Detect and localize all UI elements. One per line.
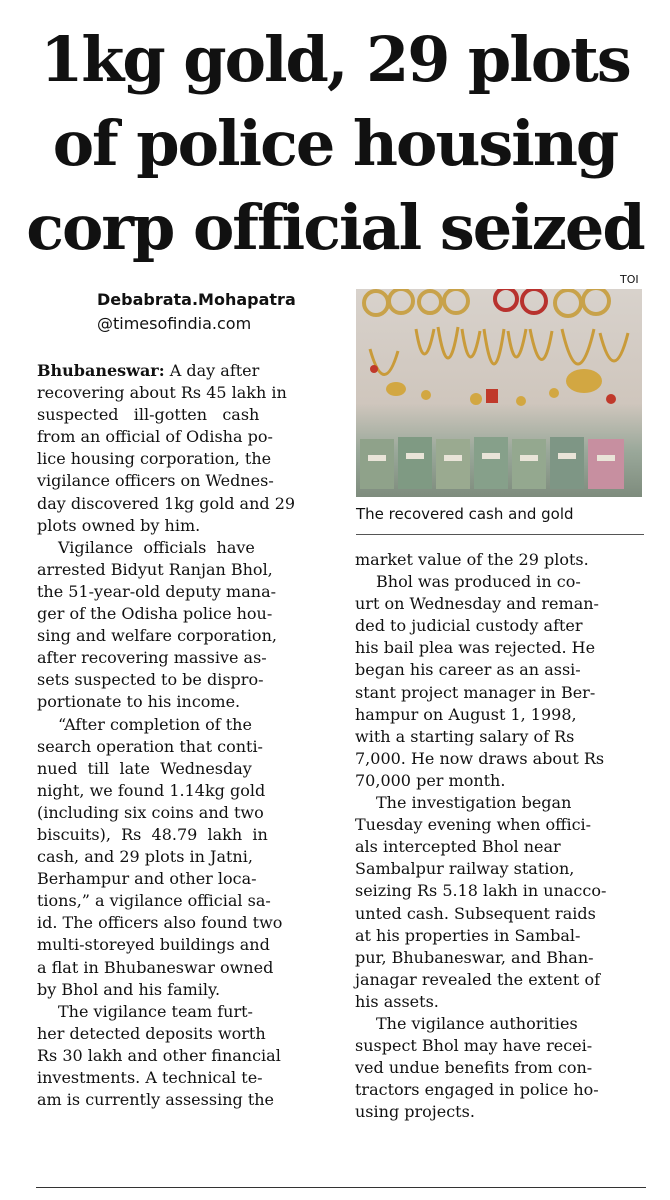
body-line: arrested Bidyut Ranjan Bhol, [37,559,273,579]
body-line: at his properties in Sambal- [355,925,581,945]
body-line: Sambalpur railway station, [355,859,575,879]
body-line: lice housing corporation, the [37,449,272,469]
body-line: The vigilance team furt- [58,1001,253,1021]
body-line: stant project manager in Ber- [355,682,596,702]
body-line: sets suspected to be dispro- [37,670,264,690]
photo-illustration [356,289,642,497]
body-line: night, we found 1.14kg gold [37,780,266,800]
body-line: using projects. [355,1102,475,1122]
body-line: suspected ill-gotten cash [37,405,260,425]
body-line: multi-storeyed buildings and [37,935,270,955]
bottom-divider [36,1187,646,1188]
body-line: Tuesday evening when offici- [355,815,592,835]
body-line: her detected deposits worth [37,1023,266,1043]
body-line: unted cash. Subsequent raids [355,903,596,923]
body-line: investments. A technical te- [37,1068,263,1087]
body-line: after recovering massive as- [37,648,267,668]
body-line: 7,000. He now draws about Rs [355,748,605,768]
photo-credit: TOI [620,273,639,286]
byline [97,288,296,336]
body-line: from an official of Odisha po- [37,427,273,447]
body-line: “After completion of the [58,714,252,734]
body-line: janagar revealed the extent of [355,969,600,989]
body-line: seizing Rs 5.18 lakh in unacco- [355,881,607,901]
caption-divider [356,534,644,535]
body-line: Berhampur and other loca- [37,869,257,889]
body-line: with a starting salary of Rs [355,726,575,746]
body-line: The investigation began [376,793,572,813]
body-line: urt on Wednesday and reman- [355,594,599,614]
body-line: plots owned by him. [37,515,201,535]
article-column-2 [355,549,645,1123]
body-line: 70,000 per month. [355,770,506,790]
body-line: ded to judicial custody after [355,616,583,636]
article-column-1 [37,360,333,1111]
body-line: als intercepted Bhol near [355,837,561,857]
body-line: tractors engaged in police ho- [355,1080,599,1100]
body-line: cash, and 29 plots in Jatni, [37,847,253,867]
body-line: by Bhol and his family. [37,979,221,999]
headline-line-2: of police housing [52,107,618,180]
body-line: day discovered 1kg gold and 29 [37,493,296,513]
body-line: A day after [164,361,260,380]
body-line: his assets. [355,991,439,1011]
body-line: search operation that conti- [37,736,263,756]
body-line: sing and welfare corporation, [37,626,277,646]
seized-gold-and-cash-photo [356,289,642,497]
body-line: Bhol was produced in co- [376,572,581,592]
body-line: recovering about Rs 45 lakh in [37,383,287,403]
article-first-line [37,360,333,382]
body-line: market value of the 29 plots. [355,550,589,569]
body-line: The vigilance authorities [376,1013,578,1033]
headline-line-3: corp official seized [26,191,644,264]
body-line: pur, Bhubaneswar, and Bhan- [355,947,594,967]
body-line: vigilance officers on Wednes- [37,471,274,491]
body-line: Vigilance officials have [58,537,255,557]
body-line: portionate to his income. [37,692,241,712]
body-line: Rs 30 lakh and other financial [37,1045,281,1065]
body-line: his bail plea was rejected. He [355,638,596,658]
body-line: ger of the Odisha police hou- [37,604,273,624]
body-line: (including six coins and two [37,802,264,822]
author-handle: @timesofindia.com [97,314,252,333]
body-line: biscuits), Rs 48.79 lakh in [37,824,268,844]
body-line: ved undue benefits from con- [355,1058,593,1078]
body-line: hampur on August 1, 1998, [355,704,577,724]
body-line: id. The officers also found two [37,913,283,933]
headline-line-1: 1kg gold, 29 plots [40,23,630,96]
body-line: suspect Bhol may have recei- [355,1036,593,1056]
body-line: began his career as an assi- [355,660,581,680]
photo-caption: The recovered cash and gold [356,505,574,523]
headline [0,18,670,270]
dateline: Bhubaneswar: [37,361,165,380]
author-name: Debabrata.Mohapatra [97,290,296,309]
body-line: tions,” a vigilance official sa- [37,891,271,911]
body-line: nued till late Wednesday [37,758,252,778]
body-line: am is currently assessing the [37,1090,275,1110]
body-line: a flat in Bhubaneswar owned [37,957,274,977]
body-line: the 51-year-old deputy mana- [37,581,277,601]
